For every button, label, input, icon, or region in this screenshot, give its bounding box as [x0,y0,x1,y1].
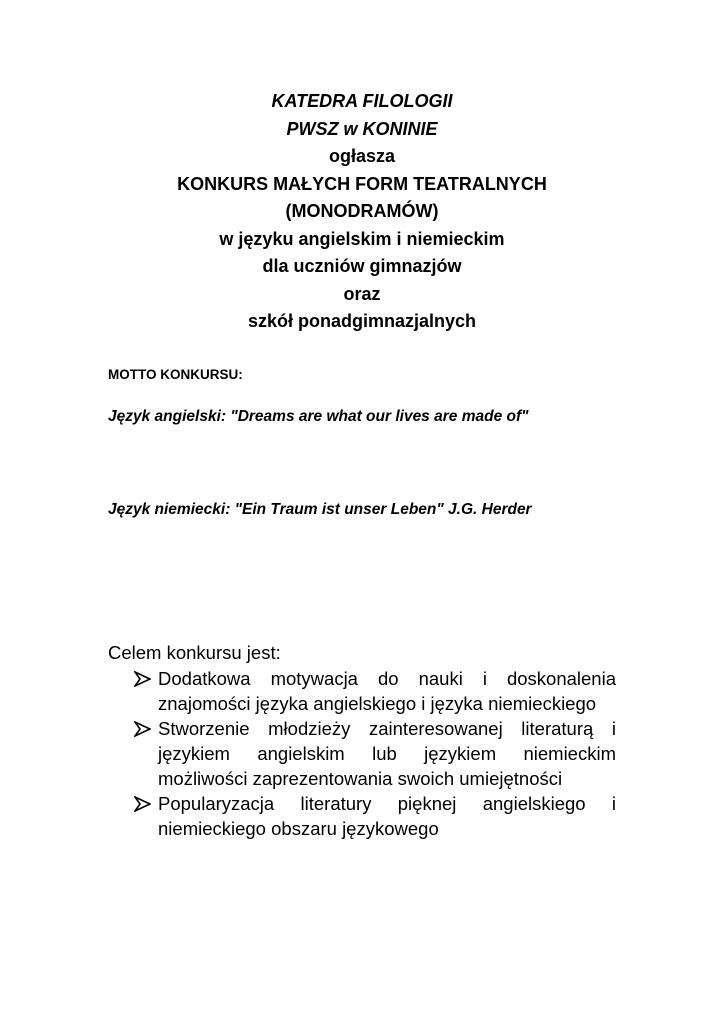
header-line-monodramas: (MONODRAMÓW) [285,201,439,221]
header-line-schools: szkół ponadgimnazjalnych [247,311,477,331]
goals-list [108,666,616,841]
contest-goals [108,640,616,841]
header-line-and: oraz [343,283,381,304]
motto-label: MOTTO KONKURSU: [108,367,243,382]
arrowhead-bullet-icon [134,671,151,687]
goals-title: Celem konkursu jest: [108,642,281,663]
list-item [108,716,616,791]
list-item [108,791,616,841]
list-item [108,666,616,716]
goal-text: Dodatkowa motywacja do nauki i doskonalenia znajomości języka angielskiego i języka niemieckiego [158,668,616,714]
goal-text: Stworzenie młodzieży zainteresowanej literaturą i językiem angielskim lub językiem niemieckim możliwości zaprezentowania swoich umiejętności [158,718,616,789]
motto-english: Język angielski: "Dreams are what our lives are made of" [108,408,529,425]
announcement-header [0,88,724,336]
motto-german: Język niemiecki: "Ein Traum ist unser Leben" J.G. Herder [108,501,532,518]
header-line-institution: PWSZ w KONINIE [286,118,438,139]
header-line-contest-name: KONKURS MAŁYCH FORM TEATRALNYCH [177,173,547,194]
header-line-announces: ogłasza [328,146,396,166]
header-line-audience: dla uczniów gimnazjów [262,256,462,276]
header-line-languages: w języku angielskim i niemieckim [219,228,505,249]
arrowhead-bullet-icon [134,721,151,737]
goal-text: Popularyzacja literatury pięknej angielskiego i niemieckiego obszaru językowego [158,793,616,839]
arrowhead-bullet-icon [134,796,151,812]
header-line-department: KATEDRA FILOLOGII [271,91,453,111]
